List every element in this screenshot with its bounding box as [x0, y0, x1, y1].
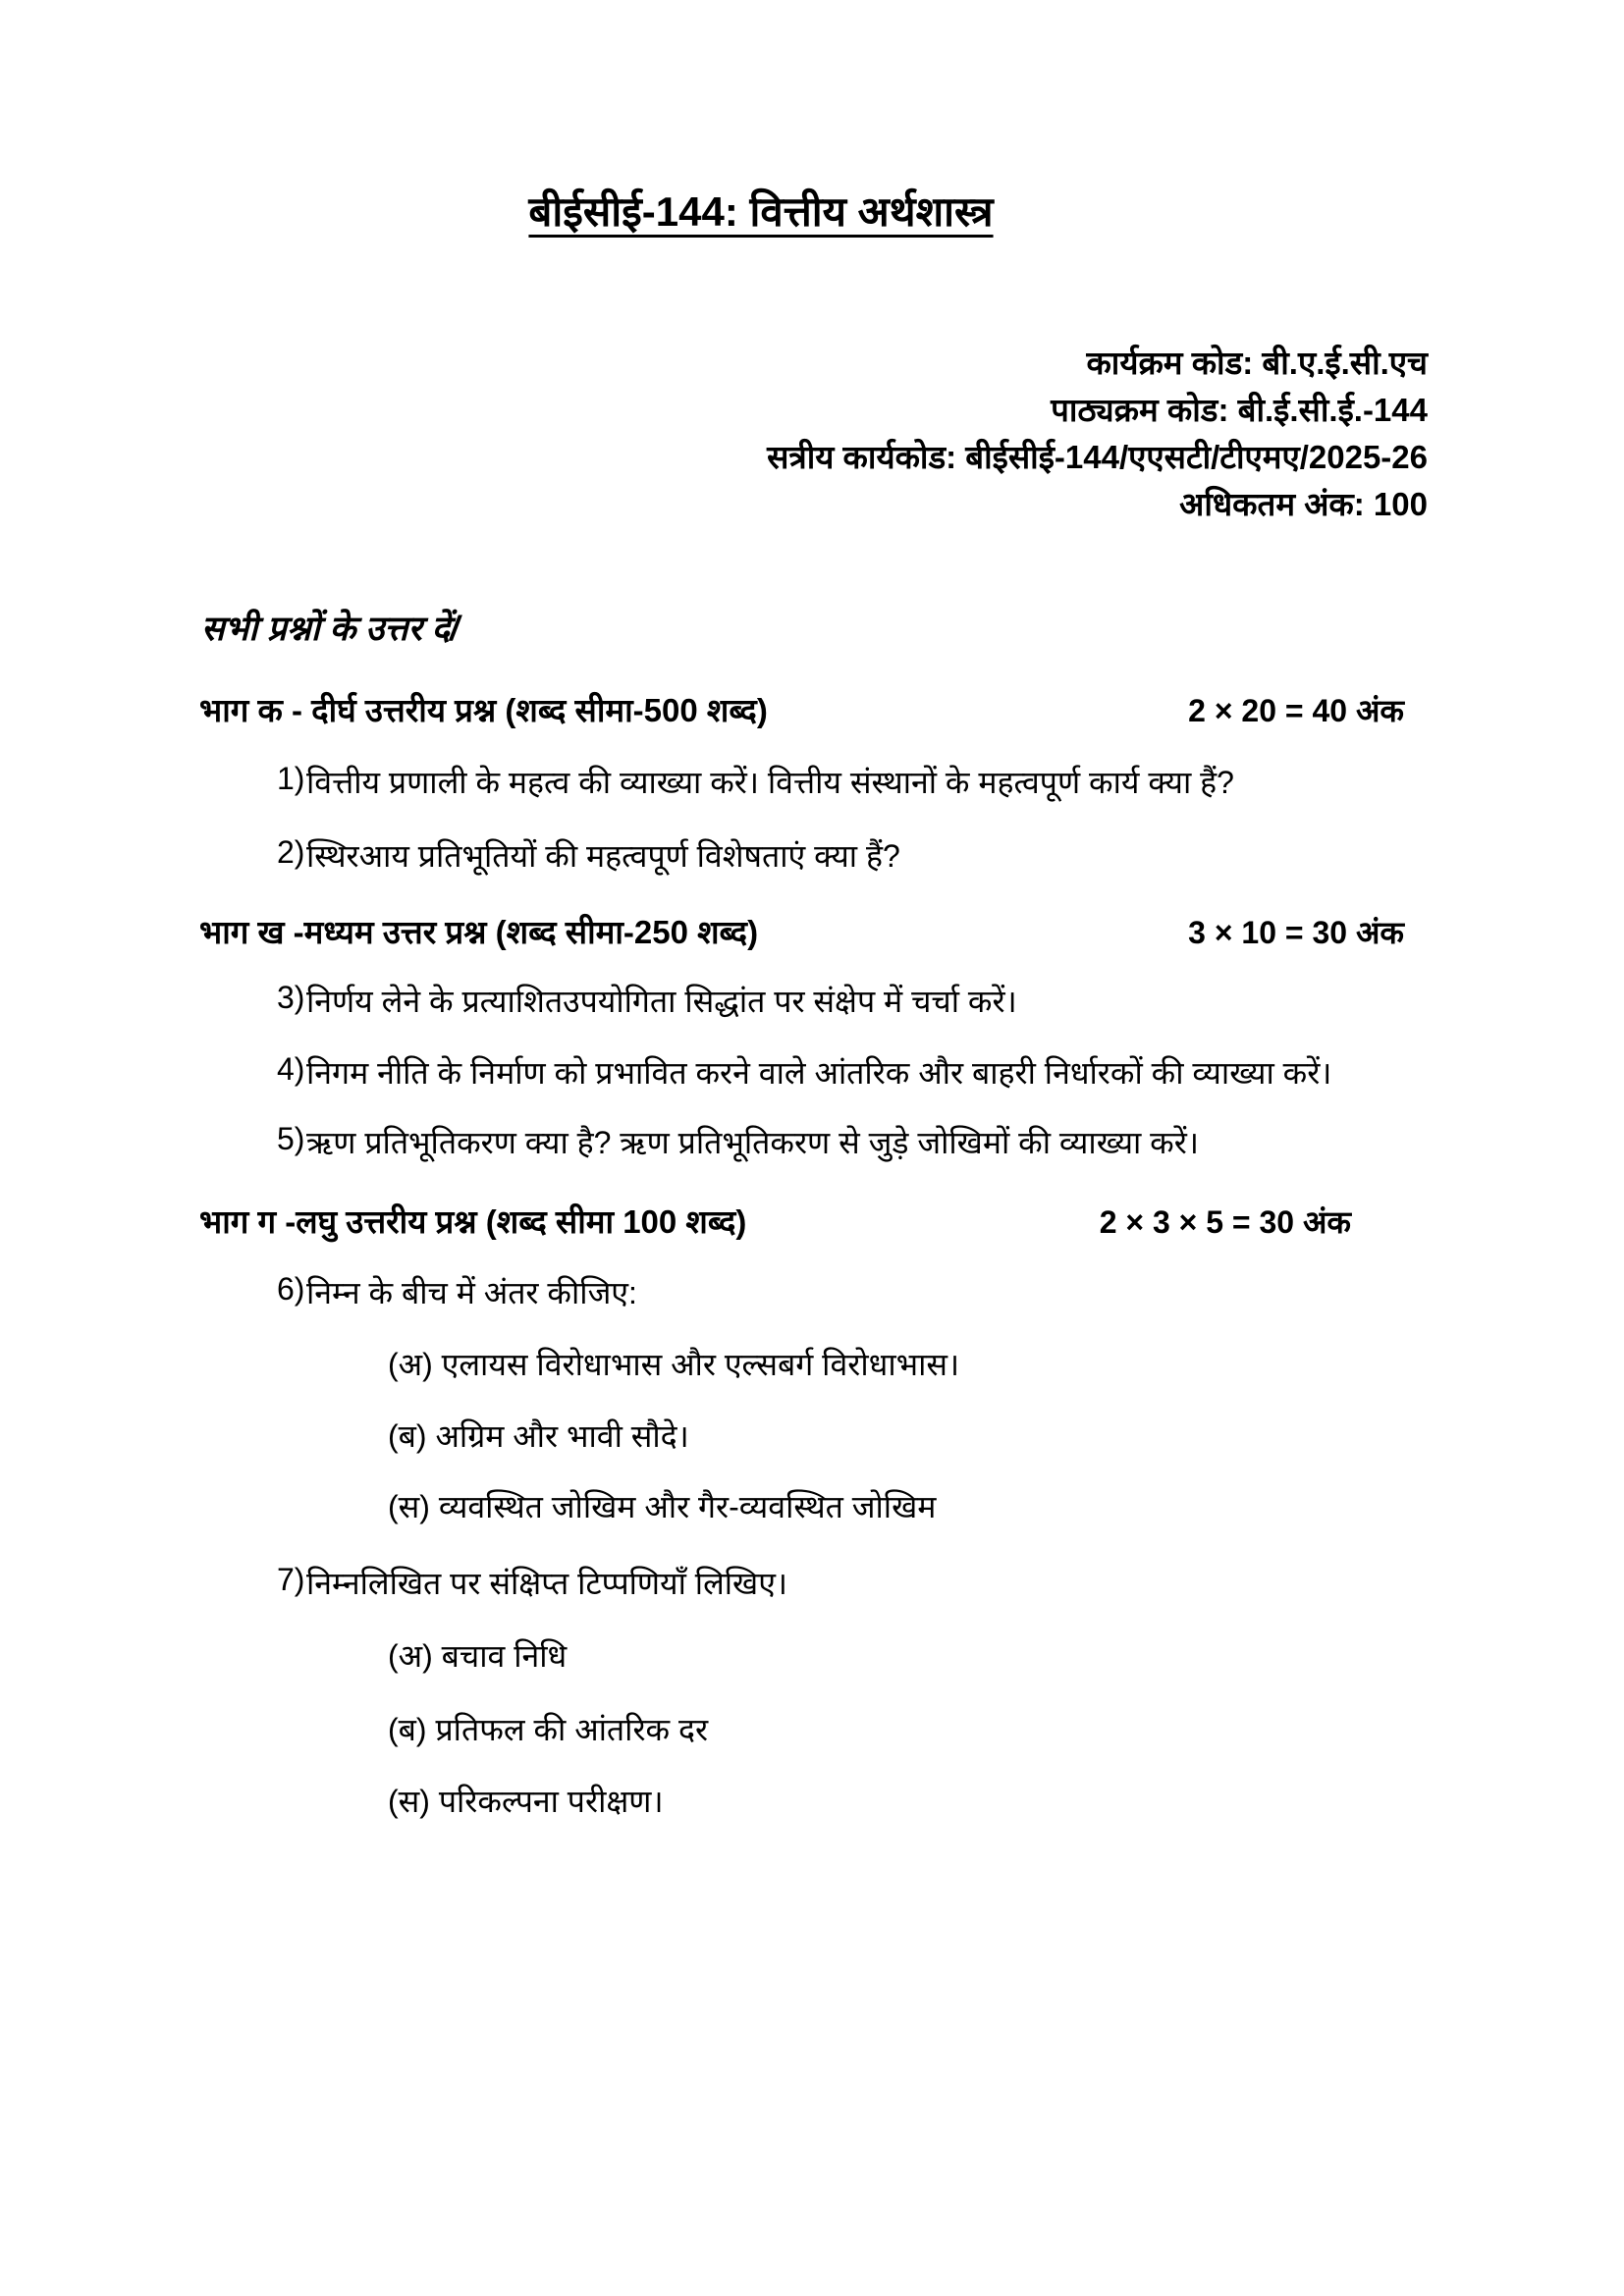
page-title-text: बीईसीई-144: वित्तीय अर्थशास्त्र [528, 188, 994, 235]
assignment-code-line: सत्रीय कार्यकोड: बीईसीई-144/एएसटी/टीएमए/2025-26 [767, 439, 1428, 475]
question-6-subitem-a: (अ) एलायस विरोधाभास और एल्सबर्ग विरोधाभास। [388, 1347, 960, 1382]
question-5-text: ऋण प्रतिभूतिकरण क्या है? ऋण प्रतिभूतिकरण से जुड़े जोखिमों की व्याख्या करें। [306, 1125, 1199, 1160]
question-1-text: वित्तीय प्रणाली के महत्व की व्याख्या करें। वित्तीय संस्थानों के महत्वपूर्ण कार्य क्या हैं? [306, 765, 1234, 800]
section-a-heading: भाग क - दीर्घ उत्तरीय प्रश्न (शब्द सीमा-500 शब्द) [199, 692, 768, 728]
question-6-subitem-b: (ब) अग्रिम और भावी सौदे। [388, 1418, 689, 1454]
question-5-number: 5) [277, 1121, 305, 1156]
course-code-line: पाठ्यक्रम कोड: बी.ई.सी.ई.-144 [1051, 392, 1428, 428]
section-c-heading: भाग ग -लघु उत्तरीय प्रश्न (शब्द सीमा 100 शब्द) [199, 1203, 747, 1240]
program-code-line: कार्यक्रम कोड: बी.ए.ई.सी.एच [1086, 345, 1428, 381]
question-4-text: निगम नीति के निर्माण को प्रभावित करने वाले आंतरिक और बाहरी निर्धारकों की व्याख्या करें। [306, 1055, 1332, 1091]
question-6-number: 6) [277, 1271, 305, 1307]
question-2-number: 2) [277, 834, 305, 870]
course-info-block [767, 340, 1428, 528]
question-6-text: निम्न के बीच में अंतर कीजिए: [306, 1275, 637, 1310]
question-7-subitem-b: (ब) प्रतिफल की आंतरिक दर [388, 1712, 709, 1747]
question-7-number: 7) [277, 1562, 305, 1597]
question-2 [277, 834, 1450, 879]
page-title [0, 183, 1581, 239]
question-6 [277, 1271, 1450, 1315]
question-7-subitem-a: (अ) बचाव निधि [388, 1638, 568, 1674]
question-1-number: 1) [277, 761, 305, 796]
section-c-marks: 2 × 3 × 5 = 30 अंक [1099, 1204, 1351, 1240]
section-a-marks: 2 × 20 = 40 अंक [1188, 693, 1404, 728]
instruction-line: सभी प्रश्नों के उत्तर दें/ [201, 610, 460, 648]
question-6-subitem-c: (स) व्यवस्थित जोखिम और गैर-व्यवस्थित जोखिम [388, 1489, 937, 1524]
question-2-text: स्थिरआय प्रतिभूतियों की महत्वपूर्ण विशेषताएं क्या हैं? [306, 838, 900, 874]
question-4-number: 4) [277, 1051, 305, 1087]
max-marks-line: अधिकतम अंक: 100 [1179, 486, 1428, 522]
question-1 [277, 761, 1450, 805]
question-7-subitem-c: (स) परिकल्पना परीक्षण। [388, 1784, 664, 1819]
question-7-text: निम्नलिखित पर संक्षिप्त टिप्पणियाँ लिखिए। [306, 1566, 788, 1601]
question-7 [277, 1562, 1450, 1606]
section-b-heading: भाग ख -मध्यम उत्तर प्रश्न (शब्द सीमा-250 शब्द) [199, 914, 759, 950]
question-3-number: 3) [277, 980, 305, 1015]
question-3-text: निर्णय लेने के प्रत्याशितउपयोगिता सिद्धांत पर संक्षेप में चर्चा करें। [306, 984, 1017, 1019]
question-4 [277, 1051, 1450, 1095]
question-5 [277, 1121, 1450, 1165]
question-3 [277, 980, 1450, 1024]
section-b-marks: 3 × 10 = 30 अंक [1188, 915, 1404, 950]
